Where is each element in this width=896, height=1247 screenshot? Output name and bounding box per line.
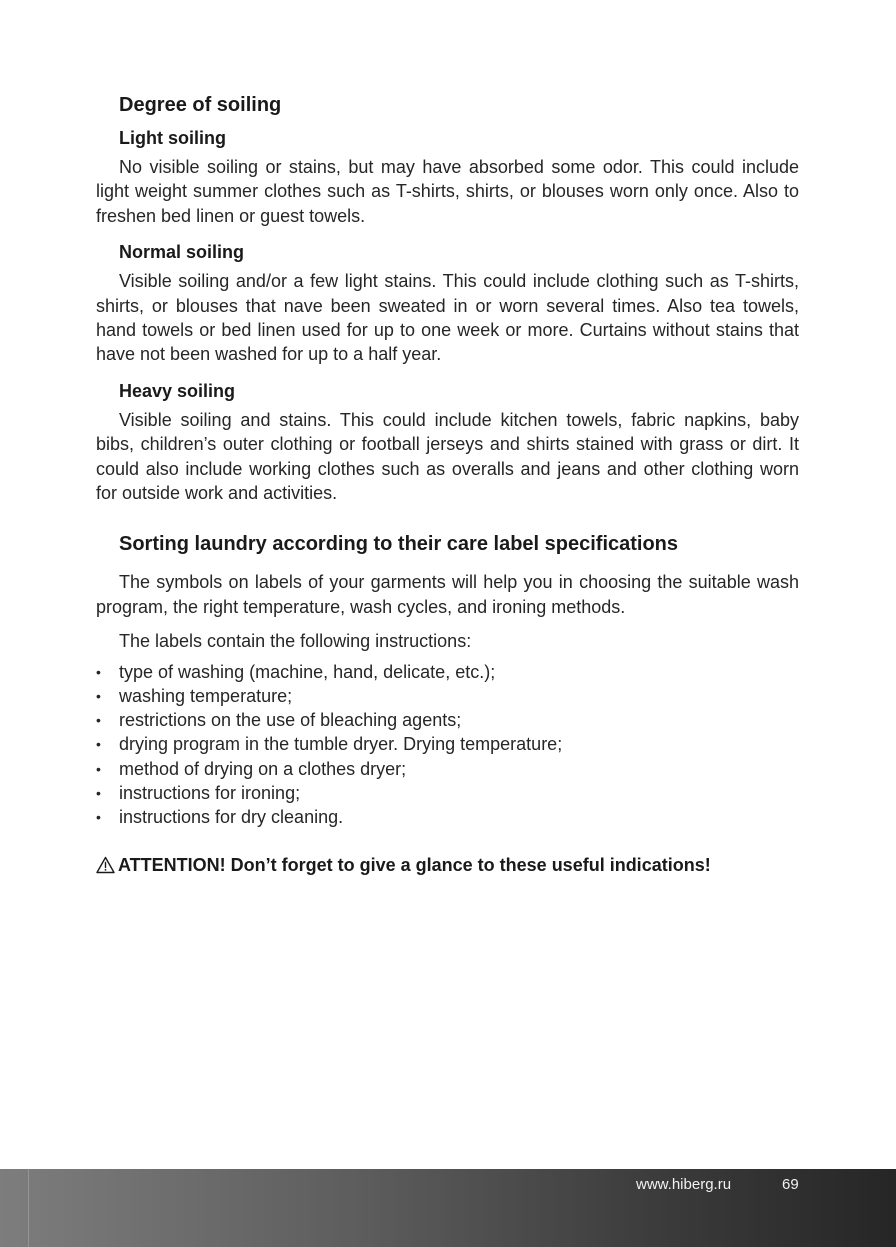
list-item: • method of drying on a clothes dryer;: [96, 757, 799, 781]
footer-divider: [28, 1169, 29, 1247]
list-item: • instructions for dry cleaning.: [96, 805, 799, 829]
heavy-soiling-heading: Heavy soiling: [119, 380, 236, 401]
list-item: • type of washing (machine, hand, delicate, etc.);: [96, 660, 799, 684]
bullet-icon: •: [96, 760, 101, 777]
attention-text: ATTENTION! Don’t forget to give a glance to these useful indications!: [118, 855, 711, 876]
labels-intro-text: The labels contain the following instructions:: [119, 631, 472, 652]
bullet-icon: •: [96, 808, 101, 825]
list-item: • drying program in the tumble dryer. Drying temperature;: [96, 732, 799, 756]
degree-of-soiling-title: Degree of soiling: [119, 94, 282, 116]
bullet-icon: •: [96, 663, 101, 680]
normal-soiling-heading: Normal soiling: [119, 242, 245, 263]
sorting-intro-text: The symbols on labels of your garments will help you in choosing the suitable wash program, the right temperature, wash cycles, and ironing methods.: [96, 572, 799, 617]
light-soiling-text: No visible soiling or stains, but may have absorbed some odor. This could include light weight summer clothes such as T-shirts, shirts, or blouses worn only once. Also to freshen bed linen or guest towels.: [96, 157, 799, 226]
footer-website: www.hiberg.ru: [636, 1176, 732, 1193]
normal-soiling-text: Visible soiling and/or a few light stains. This could include clothing such as T-shirts, shirts, or blouses that nave been sweated in or worn several times. Also tea towels, hand towels or bed linen used for up to one week or more. Curtains without stains that have not been washed for up to a half year.: [96, 271, 799, 365]
footer-bar: [0, 1169, 896, 1247]
instructions-list: [96, 660, 799, 829]
bullet-icon: •: [96, 784, 101, 801]
light-soiling-heading: Light soiling: [119, 128, 226, 148]
bullet-icon: •: [96, 712, 101, 729]
list-item: • instructions for ironing;: [96, 781, 799, 805]
sorting-laundry-title: Sorting laundry according to their care label specifications: [119, 533, 679, 556]
bullet-icon: •: [96, 687, 101, 704]
attention-note: [96, 852, 799, 881]
page-number: 69: [782, 1176, 799, 1193]
warning-triangle-icon: [96, 855, 115, 881]
heavy-soiling-text: Visible soiling and stains. This could include kitchen towels, fabric napkins, baby bibs, children’s outer clothing or football jerseys and shirts stained with grass or dirt. It could also include working clothes such as overalls and jeans and other clothing worn for outside work and activities.: [96, 409, 799, 504]
page-content: [96, 90, 799, 881]
list-item: • washing temperature;: [96, 684, 799, 708]
list-item: • restrictions on the use of bleaching agents;: [96, 708, 799, 732]
bullet-icon: •: [96, 736, 101, 753]
